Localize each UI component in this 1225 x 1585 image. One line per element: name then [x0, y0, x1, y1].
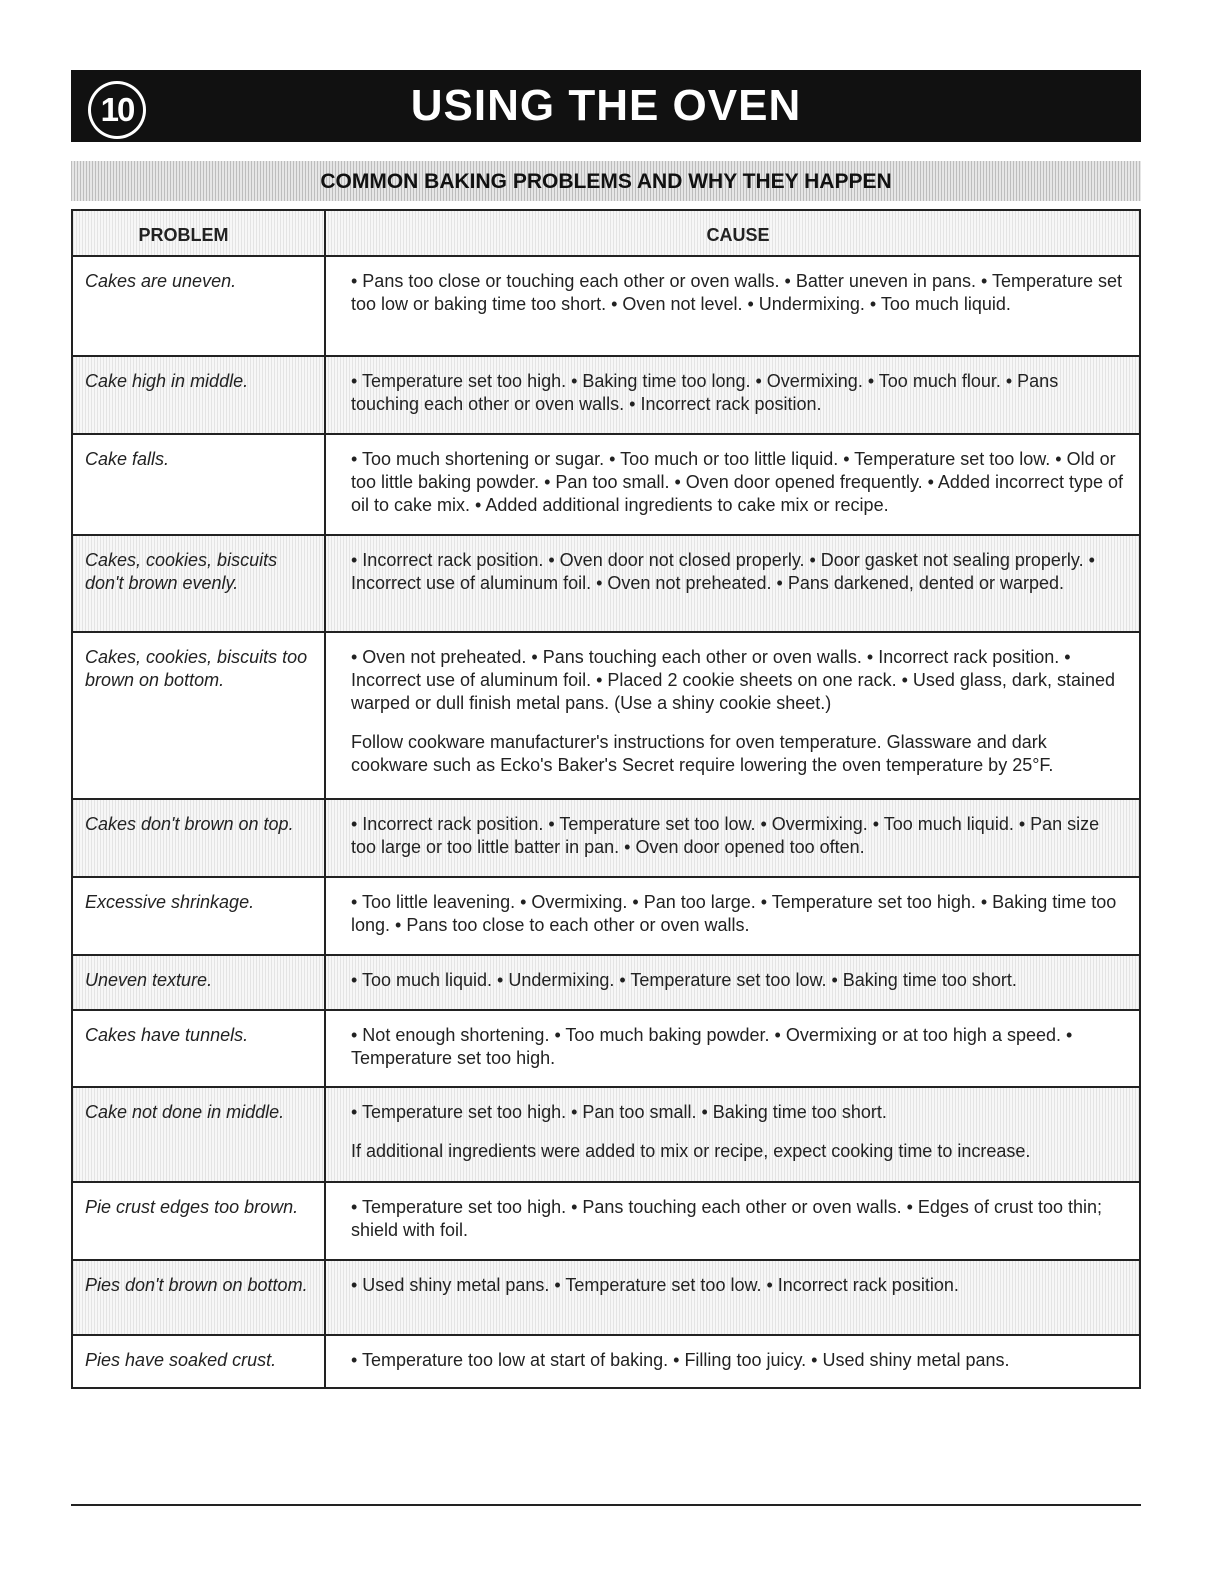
cause-text: • Too little leavening. • Overmixing. • Pan too large. • Temperature set too high. • Baking time too long. • Pans too close to each other or oven walls.	[351, 892, 1117, 935]
table-row	[73, 534, 1139, 631]
cause-cell	[326, 1088, 1139, 1181]
cause-cell	[326, 1011, 1139, 1086]
problem-cell: Cake falls.	[73, 435, 326, 534]
cause-text: • Too much liquid. • Undermixing. • Temperature set too low. • Baking time too short.	[351, 970, 1017, 990]
baking-problems-table	[71, 209, 1141, 1389]
cause-cell	[326, 878, 1139, 954]
footer-rule	[71, 1504, 1141, 1506]
cause-cell	[326, 956, 1139, 1009]
column-header-problem: PROBLEM	[73, 211, 326, 255]
cause-cell	[326, 633, 1139, 798]
table-row	[73, 954, 1139, 1009]
section-number: 10	[91, 84, 143, 136]
table-row	[73, 1181, 1139, 1259]
cause-text: • Temperature set too high. • Pan too small. • Baking time too short.	[351, 1102, 887, 1122]
section-subheading: COMMON BAKING PROBLEMS AND WHY THEY HAPPEN	[320, 170, 892, 193]
problem-cell: Excessive shrinkage.	[73, 878, 326, 954]
cause-text: • Oven not preheated. • Pans touching each other or oven walls. • Incorrect rack position. • Incorrect use of aluminum foil. • Placed 2 cookie sheets on one rack. • Used glass, dark, stained warped or dull finish metal pans. (Use a shiny cookie sheet.)	[351, 647, 1115, 713]
table-row	[73, 355, 1139, 433]
cause-note: Follow cookware manufacturer's instructions for oven temperature. Glassware and dark cookware such as Ecko's Baker's Secret require lowering the oven temperature by 25°F.	[351, 732, 1054, 775]
problem-cell: Cakes don't brown on top.	[73, 800, 326, 876]
table-row	[73, 1259, 1139, 1334]
cause-text: • Used shiny metal pans. • Temperature set too low. • Incorrect rack position.	[351, 1275, 959, 1295]
problem-cell: Cake not done in middle.	[73, 1088, 326, 1181]
problem-cell: Cakes have tunnels.	[73, 1011, 326, 1086]
table-row	[73, 876, 1139, 954]
table-row	[73, 1086, 1139, 1181]
problem-cell: Uneven texture.	[73, 956, 326, 1009]
cause-cell	[326, 257, 1139, 355]
section-subheading-bar	[71, 161, 1141, 201]
cause-cell	[326, 800, 1139, 876]
cause-cell	[326, 435, 1139, 534]
cause-cell	[326, 357, 1139, 433]
page-title: USING THE OVEN	[410, 81, 802, 130]
table-row	[73, 798, 1139, 876]
cause-cell	[326, 1336, 1139, 1387]
table-row	[73, 255, 1139, 355]
table-row	[73, 1009, 1139, 1086]
problem-cell: Pie crust edges too brown.	[73, 1183, 326, 1259]
cause-cell	[326, 1261, 1139, 1334]
table-header-row	[73, 211, 1139, 255]
problem-cell: Cake high in middle.	[73, 357, 326, 433]
cause-text: • Incorrect rack position. • Oven door not closed properly. • Door gasket not sealing properly. • Incorrect use of aluminum foil. • Oven not preheated. • Pans darkened, dented or warped.	[351, 550, 1095, 593]
cause-text: • Temperature set too high. • Pans touching each other or oven walls. • Edges of crust too thin; shield with foil.	[351, 1197, 1102, 1240]
problem-cell: Cakes are uneven.	[73, 257, 326, 355]
problem-cell: Pies don't brown on bottom.	[73, 1261, 326, 1334]
table-row	[73, 1334, 1139, 1387]
cause-text: • Temperature too low at start of baking. • Filling too juicy. • Used shiny metal pans.	[351, 1350, 1010, 1370]
column-header-cause: CAUSE	[706, 225, 770, 245]
cause-cell	[326, 1183, 1139, 1259]
cause-note: If additional ingredients were added to mix or recipe, expect cooking time to increase.	[351, 1141, 1031, 1161]
cause-text: • Pans too close or touching each other or oven walls. • Batter uneven in pans. • Temperature set too low or baking time too short. • Oven not level. • Undermixing. • Too much liquid.	[351, 271, 1123, 314]
cause-text: • Too much shortening or sugar. • Too much or too little liquid. • Temperature set too low. • Old or too little baking powder. • Pan too small. • Oven door opened frequently. • Added incorrect type of oil to cake mix. • Added additional ingredients to cake mix or recipe.	[351, 449, 1124, 515]
problem-cell: Cakes, cookies, biscuits too brown on bottom.	[73, 633, 326, 798]
table-row	[73, 433, 1139, 534]
problem-cell: Cakes, cookies, biscuits don't brown evenly.	[73, 536, 326, 631]
cause-text: • Incorrect rack position. • Temperature set too low. • Overmixing. • Too much liquid. • Pan size too large or too little batter in pan. • Oven door opened too often.	[351, 814, 1100, 857]
problem-cell: Pies have soaked crust.	[73, 1336, 326, 1387]
cause-cell	[326, 536, 1139, 631]
cause-text: • Temperature set too high. • Baking time too long. • Overmixing. • Too much flour. • Pans touching each other or oven walls. • Incorrect rack position.	[351, 371, 1059, 414]
cause-text: • Not enough shortening. • Too much baking powder. • Overmixing or at too high a speed. • Temperature set too high.	[351, 1025, 1073, 1068]
table-row	[73, 631, 1139, 798]
